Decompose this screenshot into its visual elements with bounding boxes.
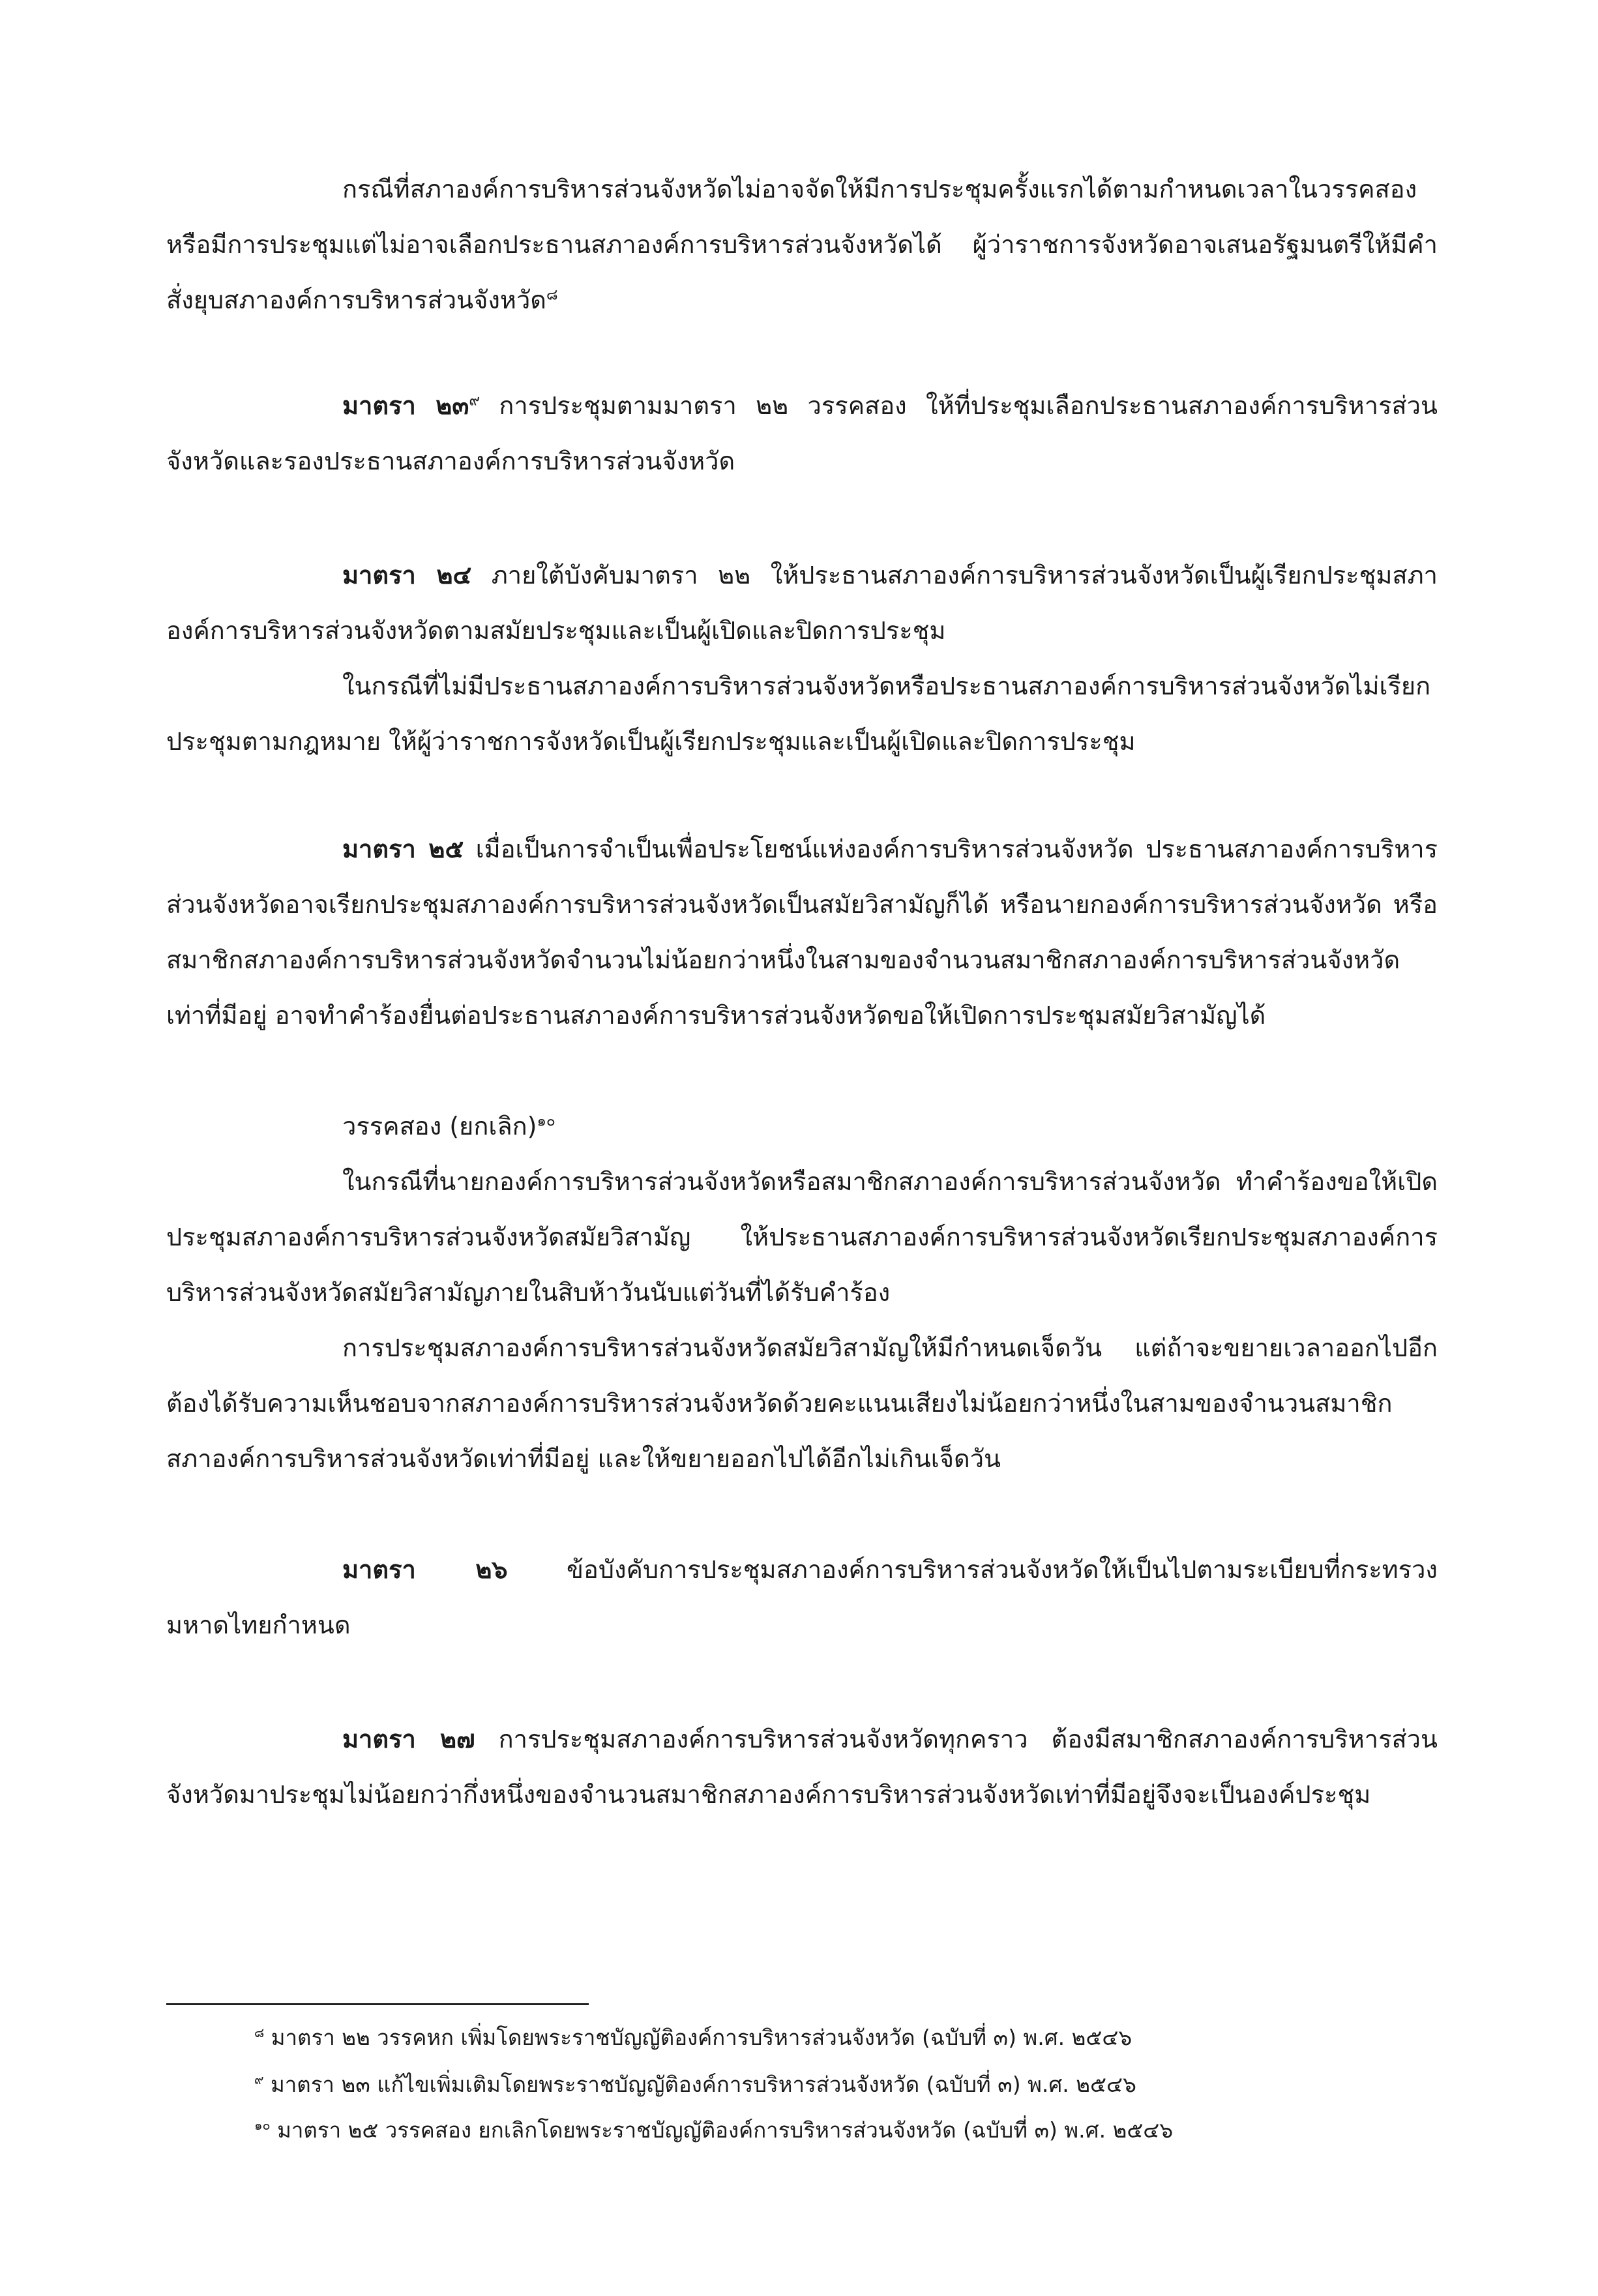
section-27 [166, 1712, 1438, 1823]
section-25-paragraph-3 [166, 1154, 1438, 1320]
section-25-label: มาตรา ๒๕ [342, 835, 464, 863]
footnote-10 [254, 2111, 1173, 2150]
footnote-mark: ๙ [254, 2072, 264, 2087]
section-26 [166, 1542, 1438, 1653]
footnote-divider [166, 2003, 589, 2005]
section-27-text: การประชุมสภาองค์การบริหารส่วนจังหวัดทุกคราว ต้องมีสมาชิกสภาองค์การบริหารส่วนจังหวัดมาประชุมไม่น้อยกว่ากึ่งหนึ่งของจำนวนสมาชิกสภาองค์การบริหารส่วนจังหวัดเท่าที่มีอยู่จึงจะเป็นองค์ประชุม [166, 1725, 1438, 1809]
paragraph-text: วรรคสอง (ยกเลิก) [342, 1112, 537, 1141]
section-24 [166, 548, 1438, 659]
section-27-label: มาตรา ๒๗ [342, 1725, 475, 1753]
footnote-ref: ๘ [546, 286, 558, 304]
footnote-mark: ๘ [254, 2025, 265, 2040]
footnote-text: มาตรา ๒๓ แก้ไขเพิ่มเติมโดยพระราชบัญญัติองค์การบริหารส่วนจังหวัด (ฉบับที่ ๓) พ.ศ. ๒๕๔๖ [263, 2072, 1136, 2097]
section-23 [166, 378, 1438, 489]
paragraph-section-22-continued [166, 162, 1438, 328]
section-24-label: มาตรา ๒๔ [342, 561, 472, 589]
paragraph-text: ในกรณีที่นายกองค์การบริหารส่วนจังหวัดหรือสมาชิกสภาองค์การบริหารส่วนจังหวัด ทำคำร้องขอให้เปิดประชุมสภาองค์การบริหารส่วนจังหวัดสมัยวิสามัญ ให้ประธานสภาองค์การบริหารส่วนจังหวัดเรียกประชุมสภาองค์การบริหารส่วนจังหวัดสมัยวิสามัญภายในสิบห้าวันนับแต่วันที่ได้รับคำร้อง [166, 1167, 1438, 1307]
footnote-text: มาตรา ๒๕ วรรคสอง ยกเลิกโดยพระราชบัญญัติองค์การบริหารส่วนจังหวัด (ฉบับที่ ๓) พ.ศ. ๒๕๔๖ [270, 2117, 1174, 2143]
section-24-paragraph-2 [166, 659, 1438, 769]
section-25-paragraph-2 [166, 1099, 1438, 1154]
footnote-text: มาตรา ๒๒ วรรคหก เพิ่มโดยพระราชบัญญัติองค์การบริหารส่วนจังหวัด (ฉบับที่ ๓) พ.ศ. ๒๕๔๖ [264, 2025, 1132, 2050]
footnote-mark: ๑๐ [254, 2118, 271, 2133]
section-25-paragraph-4 [166, 1320, 1438, 1487]
footnote-ref: ๑๐ [537, 1112, 555, 1130]
section-24-text: ภายใต้บังคับมาตรา ๒๒ ให้ประธานสภาองค์การบริหารส่วนจังหวัดเป็นผู้เรียกประชุมสภาองค์การบริหารส่วนจังหวัดตามสมัยประชุมและเป็นผู้เปิดและปิดการประชุม [166, 561, 1438, 645]
section-23-label: มาตรา ๒๓ [342, 391, 469, 420]
paragraph-text: ในกรณีที่ไม่มีประธานสภาองค์การบริหารส่วนจังหวัดหรือประธานสภาองค์การบริหารส่วนจังหวัดไม่เรียกประชุมตามกฎหมาย ให้ผู้ว่าราชการจังหวัดเป็นผู้เรียกประชุมและเป็นผู้เปิดและปิดการประชุม [166, 672, 1431, 756]
section-26-text: ข้อบังคับการประชุมสภาองค์การบริหารส่วนจังหวัดให้เป็นไปตามระเบียบที่กระทรวงมหาดไทยกำหนด [166, 1555, 1438, 1639]
section-25-text: เมื่อเป็นการจำเป็นเพื่อประโยชน์แห่งองค์การบริหารส่วนจังหวัด ประธานสภาองค์การบริหารส่วนจังหวัดอาจเรียกประชุมสภาองค์การบริหารส่วนจังหวัดเป็นสมัยวิสามัญก็ได้ หรือนายกองค์การบริหารส่วนจังหวัด หรือสมาชิกสภาองค์การบริหารส่วนจังหวัดจำนวนไม่น้อยกว่าหนึ่งในสามของจำนวนสมาชิกสภาองค์การบริหารส่วนจังหวัดเท่าที่มีอยู่ อาจทำคำร้องยื่นต่อประธานสภาองค์การบริหารส่วนจังหวัดขอให้เปิดการประชุมสมัยวิสามัญได้ [166, 835, 1438, 1030]
section-25 [166, 822, 1438, 1043]
paragraph-text: การประชุมสภาองค์การบริหารส่วนจังหวัดสมัยวิสามัญให้มีกำหนดเจ็ดวัน แต่ถ้าจะขยายเวลาออกไปอีกต้องได้รับความเห็นชอบจากสภาองค์การบริหารส่วนจังหวัดด้วยคะแนนเสียงไม่น้อยกว่าหนึ่งในสามของจำนวนสมาชิกสภาองค์การบริหารส่วนจังหวัดเท่าที่มีอยู่ และให้ขยายออกไปได้อีกไม่เกินเจ็ดวัน [166, 1334, 1438, 1473]
paragraph-text: กรณีที่สภาองค์การบริหารส่วนจังหวัดไม่อาจจัดให้มีการประชุมครั้งแรกได้ตามกำหนดเวลาในวรรคสองหรือมีการประชุมแต่ไม่อาจเลือกประธานสภาองค์การบริหารส่วนจังหวัดได้ ผู้ว่าราชการจังหวัดอาจเสนอรัฐมนตรีให้มีคำสั่งยุบสภาองค์การบริหารส่วนจังหวัด [166, 175, 1438, 314]
section-23-text: การประชุมตามมาตรา ๒๒ วรรคสอง ให้ที่ประชุมเลือกประธานสภาองค์การบริหารส่วนจังหวัดและรองประธานสภาองค์การบริหารส่วนจังหวัด [166, 391, 1438, 475]
footnote-9 [254, 2065, 1136, 2104]
section-26-label: มาตรา ๒๖ [342, 1555, 508, 1584]
footnote-8 [254, 2018, 1132, 2057]
footnote-ref: ๙ [469, 392, 481, 410]
